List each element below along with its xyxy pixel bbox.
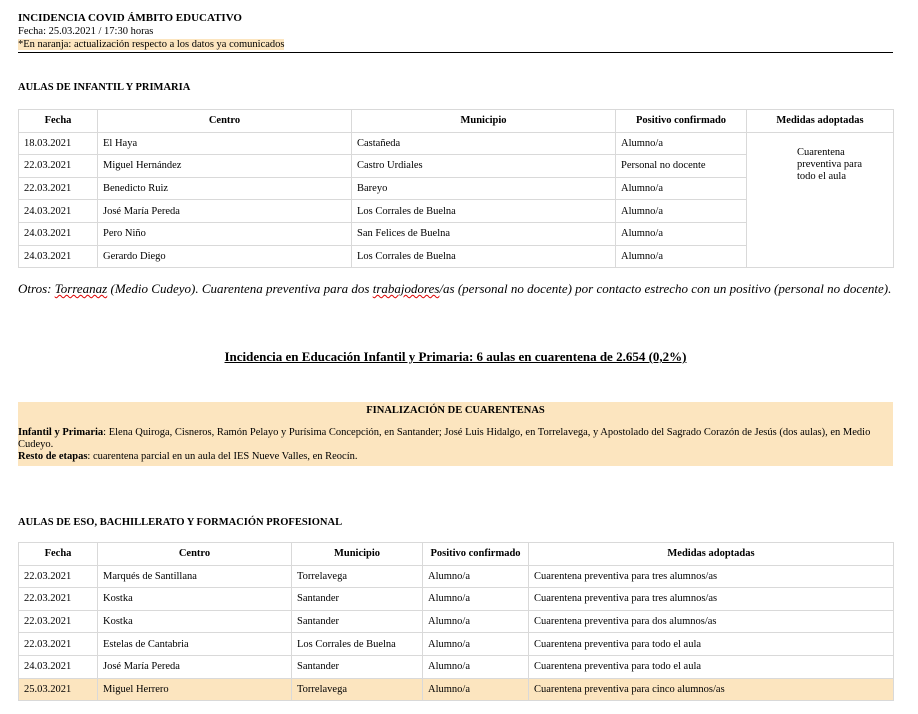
- col-municipio: Municipio: [352, 110, 616, 133]
- table-row: [19, 132, 894, 155]
- cell-centro: Pero Niño: [98, 222, 352, 245]
- col-municipio: Municipio: [292, 543, 423, 566]
- resto-label: Resto de etapas: [18, 451, 88, 462]
- cell-fecha: 22.03.2021: [19, 633, 98, 656]
- otros-word: trabajodores: [372, 281, 440, 296]
- cell-positivo: Alumno/a: [423, 588, 529, 611]
- cell-fecha: 18.03.2021: [19, 132, 98, 155]
- cell-municipio: Santander: [292, 588, 423, 611]
- resto-text: : cuarentena parcial en un aula del IES Nueve Valles, en Reocín.: [87, 451, 358, 462]
- table-header-row: [19, 110, 894, 133]
- col-positivo: Positivo confirmado: [616, 110, 747, 133]
- otros-place: Torreanaz: [54, 281, 108, 296]
- section-title-eso: AULAS DE ESO, BACHILLERATO Y FORMACIÓN PROFESIONAL: [18, 517, 343, 528]
- col-centro: Centro: [98, 110, 352, 133]
- cell-medidas: Cuarentena preventiva para todo el aula: [529, 633, 894, 656]
- col-fecha: Fecha: [19, 110, 98, 133]
- cell-centro: Gerardo Diego: [98, 245, 352, 268]
- document-title: INCIDENCIA COVID ÁMBITO EDUCATIVO: [18, 12, 242, 24]
- otros-prefix: Otros:: [18, 281, 55, 296]
- cell-positivo: Alumno/a: [616, 245, 747, 268]
- cell-positivo: Alumno/a: [616, 222, 747, 245]
- table-row: [19, 565, 894, 588]
- cell-centro: Miguel Herrero: [98, 678, 292, 701]
- cell-centro: Miguel Hernández: [98, 155, 352, 178]
- cell-municipio: Castro Urdiales: [352, 155, 616, 178]
- cell-medidas: Cuarentena preventiva para dos alumnos/as: [529, 610, 894, 633]
- cell-positivo: Personal no docente: [616, 155, 747, 178]
- cell-fecha: 22.03.2021: [19, 155, 98, 178]
- cell-municipio: Los Corrales de Buelna: [352, 200, 616, 223]
- cell-positivo: Alumno/a: [423, 678, 529, 701]
- cell-centro: El Haya: [98, 132, 352, 155]
- cell-municipio: Castañeda: [352, 132, 616, 155]
- cell-municipio: Los Corrales de Buelna: [292, 633, 423, 656]
- cell-centro: Kostka: [98, 610, 292, 633]
- cell-municipio: Torrelavega: [292, 678, 423, 701]
- cell-positivo: Alumno/a: [423, 565, 529, 588]
- cell-fecha: 24.03.2021: [19, 200, 98, 223]
- col-positivo: Positivo confirmado: [423, 543, 529, 566]
- finalizacion-body: [18, 427, 893, 466]
- cell-positivo: Alumno/a: [423, 655, 529, 678]
- table-row: [19, 588, 894, 611]
- document-page: [18, 12, 893, 695]
- table-row-highlighted: [19, 678, 894, 701]
- cell-medidas: Cuarentena preventiva para tres alumnos/as: [529, 588, 894, 611]
- cell-centro: Kostka: [98, 588, 292, 611]
- cell-municipio: Los Corrales de Buelna: [352, 245, 616, 268]
- cell-centro: Estelas de Cantabria: [98, 633, 292, 656]
- col-medidas: Medidas adoptadas: [529, 543, 894, 566]
- col-medidas: Medidas adoptadas: [747, 110, 894, 133]
- col-fecha: Fecha: [19, 543, 98, 566]
- cell-positivo: Alumno/a: [616, 200, 747, 223]
- cell-positivo: Alumno/a: [423, 610, 529, 633]
- table-row: [19, 633, 894, 656]
- cell-medidas: Cuarentena preventiva para cinco alumnos/as: [529, 678, 894, 701]
- cell-fecha: 25.03.2021: [19, 678, 98, 701]
- cell-centro: Benedicto Ruiz: [98, 177, 352, 200]
- section-title-infantil: AULAS DE INFANTIL Y PRIMARIA: [18, 82, 191, 93]
- cell-municipio: Santander: [292, 610, 423, 633]
- cell-positivo: Alumno/a: [616, 177, 747, 200]
- infantil-table: [18, 109, 894, 268]
- infantil-text: : Elena Quiroga, Cisneros, Ramón Pelayo y Purísima Concepción, en Santander; José Luis Hidalgo, en Torrelavega, y Apostolado del Sagrado Corazón de Jesús (dos aulas), en Medio Cudeyo.: [18, 427, 871, 450]
- cell-fecha: 24.03.2021: [19, 222, 98, 245]
- cell-medidas: Cuarentena preventiva para todo el aula: [529, 655, 894, 678]
- cell-fecha: 22.03.2021: [19, 565, 98, 588]
- highlight-note: *En naranja: actualización respecto a los datos ya comunicados: [18, 39, 285, 50]
- cell-municipio: Torrelavega: [292, 565, 423, 588]
- infantil-label: Infantil y Primaria: [18, 427, 104, 438]
- cell-fecha: 24.03.2021: [19, 245, 98, 268]
- cell-medidas: Cuarentena preventiva para tres alumnos/as: [529, 565, 894, 588]
- cell-fecha: 22.03.2021: [19, 588, 98, 611]
- eso-table: [18, 542, 894, 701]
- otros-suffix: /as (personal no docente) por contacto estrecho con un positivo (personal no docente).: [439, 281, 892, 296]
- cell-fecha: 22.03.2021: [19, 610, 98, 633]
- cell-centro: José María Pereda: [98, 200, 352, 223]
- cell-municipio: San Felices de Buelna: [352, 222, 616, 245]
- cell-municipio: Bareyo: [352, 177, 616, 200]
- cell-fecha: 24.03.2021: [19, 655, 98, 678]
- header-divider: [18, 52, 893, 53]
- table-row: [19, 655, 894, 678]
- finalizacion-box: [18, 402, 893, 466]
- finalizacion-title: FINALIZACIÓN DE CUARENTENAS: [366, 405, 545, 416]
- otros-note: [18, 281, 893, 297]
- otros-middle: (Medio Cudeyo). Cuarentena preventiva para dos: [107, 281, 373, 296]
- table-header-row: [19, 543, 894, 566]
- cell-medidas-merged: Cuarentena preventiva para todo el aula: [747, 132, 894, 268]
- cell-fecha: 22.03.2021: [19, 177, 98, 200]
- cell-municipio: Santander: [292, 655, 423, 678]
- table-row: [19, 610, 894, 633]
- cell-positivo: Alumno/a: [616, 132, 747, 155]
- document-date: Fecha: 25.03.2021 / 17:30 horas: [18, 26, 154, 37]
- col-centro: Centro: [98, 543, 292, 566]
- incidencia-summary: Incidencia en Educación Infantil y Primaria: 6 aulas en cuarentena de 2.654 (0,2%): [224, 349, 687, 364]
- cell-positivo: Alumno/a: [423, 633, 529, 656]
- cell-centro: Marqués de Santillana: [98, 565, 292, 588]
- cell-centro: José María Pereda: [98, 655, 292, 678]
